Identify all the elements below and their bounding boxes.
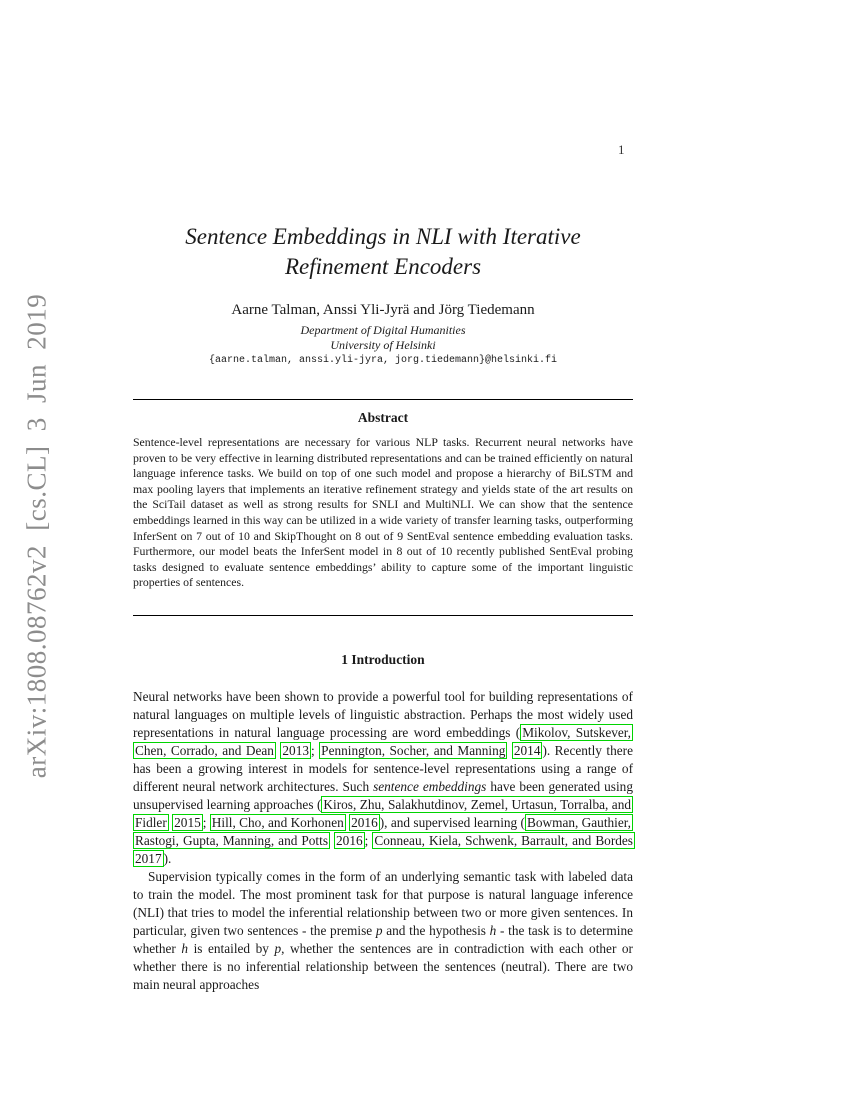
text-segment: h <box>489 922 497 938</box>
intro-paragraph-1 <box>133 688 633 868</box>
citation-link[interactable]: Kiros, Zhu, Salakhutdinov, Zemel, Urtasun, Torralba, and Fidler <box>135 796 632 830</box>
text-segment: Supervision typically comes in the form of an underlying semantic task with labeled data to train the model. The most prominent task for that purpose is natural language inference (NLI) that tries to model the inferential relationship between two or more given sentences. In particular, given two sentences - the premise <box>133 868 633 938</box>
text-segment: ). <box>163 850 172 866</box>
abstract-rule-top <box>133 399 633 400</box>
abstract-heading: Abstract <box>357 410 409 425</box>
abstract-rule-bottom <box>133 615 633 616</box>
text-segment: ; <box>202 814 210 830</box>
citation-link[interactable]: 2017 <box>135 850 162 866</box>
text-segment: p <box>274 940 282 956</box>
text-segment: and the hypothesis <box>382 922 490 938</box>
text-segment: - the task is to determine whether <box>133 922 633 956</box>
contact-email: {aarne.talman, anssi.yli-jyra, jorg.tiedemann}@helsinki.fi <box>208 355 558 366</box>
citation-link[interactable]: 2015 <box>174 814 201 830</box>
citation-link[interactable]: 2016 <box>351 814 378 830</box>
citation-link[interactable]: Hill, Cho, and Korhonen <box>211 814 344 830</box>
content-column <box>133 0 633 994</box>
arxiv-watermark: arXiv:1808.08762v2 [cs.CL] 3 Jun 2019 <box>21 293 52 779</box>
citation-link[interactable]: Mikolov, Sutskever, Chen, Corrado, and Dean <box>135 724 631 758</box>
paper-title-line2: Refinement Encoders <box>284 254 482 279</box>
citation-link[interactable]: Conneau, Kiela, Schwenk, Barrault, and Bordes <box>374 832 633 848</box>
text-segment: sentence embeddings <box>373 778 487 794</box>
paper-title <box>133 222 633 282</box>
citation-link[interactable]: 2014 <box>513 742 541 758</box>
text-segment: have been generated using unsupervised learning approaches ( <box>133 778 633 812</box>
authors-line: Aarne Talman, Anssi Yli-Jyrä and Jörg Tiedemann <box>231 302 535 318</box>
text-segment: ), and supervised learning ( <box>379 814 525 830</box>
intro-paragraph-2 <box>133 868 633 994</box>
abstract-text: Sentence-level representations are necessary for various NLP tasks. Recurrent neural networks have proven to be very effective in learning distributed representations and can be trained efficiently on natural language inference tasks. We build on top of one such model and propose a hierarchy of BiLSTM and max pooling layers that implements an iterative refinement strategy and yields state of the art results on the SciTail dataset as well as strong results for SNLI and MultiNLI. We can show that the sentence embeddings learned in this way can be utilized in a wide variety of transfer learning tasks, outperforming InferSent on 7 out of 10 and SkipThought on 8 out of 9 SentEval sentence embedding evaluation tasks. Furthermore, our model beats the InferSent model in 8 out of 10 recently published SentEval probing tasks designed to evaluate sentence embeddings’ ability to capture some of the important linguistic properties of sentences. <box>133 435 633 590</box>
text-segment: h <box>181 940 189 956</box>
text-segment: ). Recently there has been a growing interest in models for sentence-level representations using a range of different neural network architectures. Such <box>133 742 633 794</box>
affiliation-university: University of Helsinki <box>330 338 436 352</box>
citation-link[interactable]: Bowman, Gauthier, Rastogi, Gupta, Manning, and Potts <box>135 814 631 848</box>
text-segment: ; <box>364 832 373 848</box>
citation-link[interactable]: 2016 <box>336 832 363 848</box>
citation-link[interactable]: 2013 <box>282 742 309 758</box>
text-segment: Neural networks have been shown to provide a powerful tool for building representations of natural languages on multiple levels of linguistic abstraction. Perhaps the most widely used representations in natural language processing are word embeddings ( <box>133 688 633 740</box>
citation-link[interactable]: Pennington, Socher, and Manning <box>321 742 506 758</box>
text-segment: ; <box>311 742 320 758</box>
text-segment: p <box>375 922 383 938</box>
text-segment: is entailed by <box>188 940 275 956</box>
text-segment: , whether the sentences are in contradiction with each other or whether there is no inferential relationship between the sentences (neutral). There are two main neural approaches <box>133 940 633 992</box>
affiliation-department: Department of Digital Humanities <box>300 323 466 337</box>
page-number: 1 <box>618 142 625 157</box>
section-heading-introduction: 1 Introduction <box>341 651 425 667</box>
paper-title-line1: Sentence Embeddings in NLI with Iterative <box>185 224 581 249</box>
